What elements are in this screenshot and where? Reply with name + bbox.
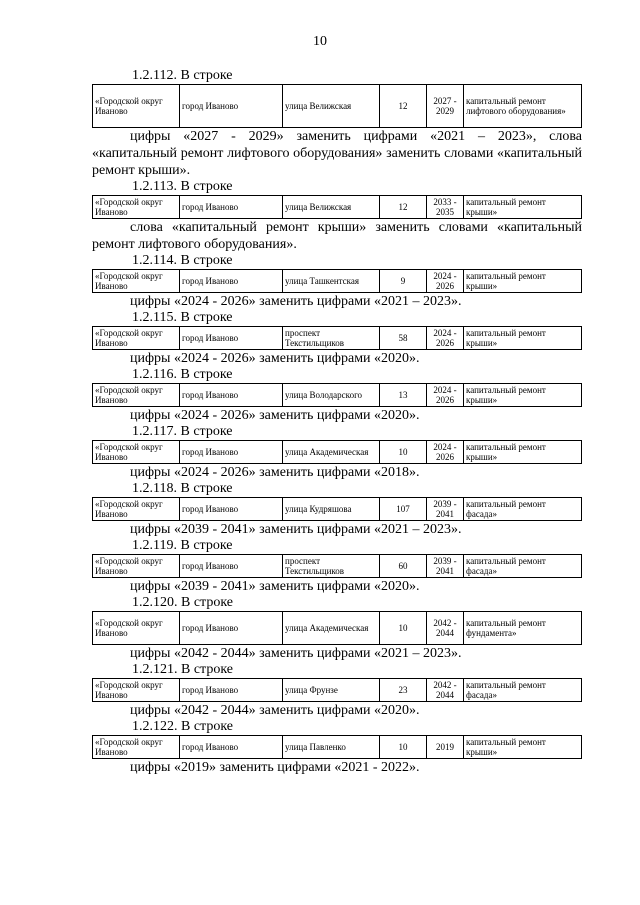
cell-work-type: капитальный ремонт крыши»	[464, 384, 582, 407]
cell-street: проспект Текстильщиков	[283, 327, 380, 350]
cell-period: 2042 - 2044	[427, 612, 464, 645]
section-heading: 1.2.118. В строке	[132, 481, 233, 496]
cell-street: улица Ташкентская	[283, 270, 380, 293]
cell-city: город Иваново	[180, 196, 283, 219]
cell-city: город Иваново	[180, 736, 283, 759]
cell-house: 10	[380, 612, 427, 645]
section-heading: 1.2.114. В строке	[132, 253, 233, 268]
cell-work-type: капитальный ремонт крыши»	[464, 327, 582, 350]
cell-street: проспект Текстильщиков	[283, 555, 380, 578]
cell-municipality: «Городской округ Иваново	[93, 327, 180, 350]
cell-city: город Иваново	[180, 270, 283, 293]
cell-house: 23	[380, 679, 427, 702]
cell-municipality: «Городской округ Иваново	[93, 736, 180, 759]
section-heading: 1.2.112. В строке	[132, 68, 233, 83]
cell-municipality: «Городской округ Иваново	[93, 270, 180, 293]
section-heading: 1.2.122. В строке	[132, 719, 234, 734]
cell-house: 10	[380, 441, 427, 464]
cell-period: 2019	[427, 736, 464, 759]
cell-street: улица Володарского	[283, 384, 380, 407]
cell-street: улица Велижская	[283, 85, 380, 128]
document-body	[92, 68, 582, 776]
cell-street: улица Велижская	[283, 196, 380, 219]
cell-city: город Иваново	[180, 612, 283, 645]
cell-period: 2027 - 2029	[427, 85, 464, 128]
cell-city: город Иваново	[180, 498, 283, 521]
cell-period: 2024 - 2026	[427, 441, 464, 464]
section-heading: 1.2.113. В строке	[132, 179, 233, 194]
cell-house: 58	[380, 327, 427, 350]
cell-municipality: «Городской округ Иваново	[93, 555, 180, 578]
table-row	[92, 735, 582, 759]
table-row	[92, 195, 582, 219]
cell-municipality: «Городской округ Иваново	[93, 441, 180, 464]
cell-house: 10	[380, 736, 427, 759]
cell-city: город Иваново	[180, 441, 283, 464]
cell-street: улица Павленко	[283, 736, 380, 759]
cell-city: город Иваново	[180, 384, 283, 407]
cell-period: 2024 - 2026	[427, 270, 464, 293]
cell-municipality: «Городской округ Иваново	[93, 85, 180, 128]
amendment-text: цифры «2027 - 2029» заменить цифрами «2021 – 2023», слова «капитальный ремонт лифтового оборудования» заменить словами «капитальный ремонт крыши».	[92, 129, 582, 178]
table-row	[92, 269, 582, 293]
table-row	[92, 611, 582, 645]
cell-street: улица Фрунзе	[283, 679, 380, 702]
amendment-text: цифры «2042 - 2044» заменить цифрами «2020».	[130, 703, 420, 718]
cell-period: 2042 - 2044	[427, 679, 464, 702]
table-row	[92, 383, 582, 407]
section-heading: 1.2.121. В строке	[132, 662, 234, 677]
cell-house: 13	[380, 384, 427, 407]
cell-city: город Иваново	[180, 555, 283, 578]
amendment-text: цифры «2039 - 2041» заменить цифрами «2021 – 2023».	[130, 522, 462, 537]
amendment-text: цифры «2019» заменить цифрами «2021 - 2022».	[130, 760, 420, 775]
cell-period: 2039 - 2041	[427, 498, 464, 521]
table-row	[92, 326, 582, 350]
section-heading: 1.2.117. В строке	[132, 424, 233, 439]
table-row	[92, 554, 582, 578]
cell-work-type: капитальный ремонт крыши»	[464, 736, 582, 759]
amendment-text: слова «капитальный ремонт крыши» заменить словами «капитальный ремонт лифтового оборудования».	[92, 220, 582, 252]
cell-house: 9	[380, 270, 427, 293]
section-heading: 1.2.119. В строке	[132, 538, 233, 553]
table-row	[92, 440, 582, 464]
cell-period: 2033 - 2035	[427, 196, 464, 219]
cell-house: 12	[380, 196, 427, 219]
cell-work-type: капитальный ремонт фундамента»	[464, 612, 582, 645]
cell-work-type: капитальный ремонт фасада»	[464, 555, 582, 578]
cell-street: улица Академическая	[283, 612, 380, 645]
amendment-text: цифры «2024 - 2026» заменить цифрами «2018».	[130, 465, 420, 480]
amendment-text: цифры «2024 - 2026» заменить цифрами «2020».	[130, 351, 420, 366]
cell-municipality: «Городской округ Иваново	[93, 498, 180, 521]
cell-house: 60	[380, 555, 427, 578]
cell-city: город Иваново	[180, 679, 283, 702]
cell-house: 12	[380, 85, 427, 128]
cell-municipality: «Городской округ Иваново	[93, 679, 180, 702]
cell-municipality: «Городской округ Иваново	[93, 612, 180, 645]
amendment-text: цифры «2024 - 2026» заменить цифрами «2021 – 2023».	[130, 294, 462, 309]
amendment-text: цифры «2042 - 2044» заменить цифрами «2021 – 2023».	[130, 646, 462, 661]
cell-municipality: «Городской округ Иваново	[93, 196, 180, 219]
section-heading: 1.2.116. В строке	[132, 367, 233, 382]
table-row	[92, 84, 582, 128]
table-row	[92, 497, 582, 521]
cell-municipality: «Городской округ Иваново	[93, 384, 180, 407]
amendment-text: цифры «2024 - 2026» заменить цифрами «2020».	[130, 408, 420, 423]
cell-work-type: капитальный ремонт крыши»	[464, 270, 582, 293]
cell-city: город Иваново	[180, 85, 283, 128]
cell-house: 107	[380, 498, 427, 521]
cell-work-type: капитальный ремонт крыши»	[464, 196, 582, 219]
page-number: 10	[313, 34, 327, 49]
amendment-text: цифры «2039 - 2041» заменить цифрами «2020».	[130, 579, 420, 594]
cell-work-type: капитальный ремонт фасада»	[464, 679, 582, 702]
cell-street: улица Академическая	[283, 441, 380, 464]
cell-work-type: капитальный ремонт фасада»	[464, 498, 582, 521]
cell-street: улица Кудряшова	[283, 498, 380, 521]
table-row	[92, 678, 582, 702]
section-heading: 1.2.115. В строке	[132, 310, 233, 325]
cell-work-type: капитальный ремонт крыши»	[464, 441, 582, 464]
cell-period: 2024 - 2026	[427, 327, 464, 350]
cell-period: 2024 - 2026	[427, 384, 464, 407]
cell-work-type: капитальный ремонт лифтового оборудования»	[464, 85, 582, 128]
cell-period: 2039 - 2041	[427, 555, 464, 578]
section-heading: 1.2.120. В строке	[132, 595, 234, 610]
cell-city: город Иваново	[180, 327, 283, 350]
